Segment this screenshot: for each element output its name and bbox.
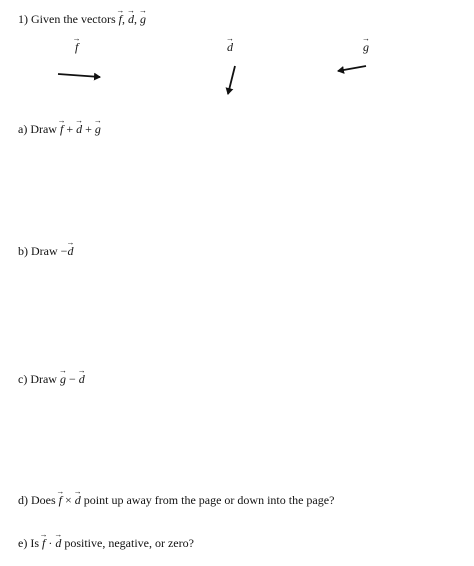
- vector-g-inline: → g: [140, 10, 146, 26]
- question-d-vector-f: → f: [59, 491, 62, 507]
- question-a-vector-d: → d: [76, 120, 82, 136]
- question-e: [18, 534, 194, 550]
- question-a: [18, 120, 101, 136]
- question-c-vector-d: → d: [79, 370, 85, 386]
- question-a-plus-2: +: [85, 122, 92, 136]
- question-c-prefix: c) Draw: [18, 372, 57, 386]
- question-b-prefix: b) Draw: [18, 244, 58, 258]
- vector-f-label: → f: [75, 38, 78, 54]
- question-a-plus-1: +: [66, 122, 74, 136]
- question-e-vector-d: → d: [55, 534, 61, 550]
- vector-d-label: → d: [227, 38, 233, 54]
- question-e-vector-f: → f: [42, 534, 45, 550]
- vector-f-inline: → f: [119, 10, 122, 26]
- question-c-minus: −: [68, 372, 76, 386]
- question-c: [18, 370, 85, 386]
- question-e-prefix: e) Is: [18, 536, 39, 550]
- question-e-dot: ·: [48, 536, 53, 550]
- vector-d-inline: → d: [128, 10, 134, 26]
- vector-f-arrow: [58, 74, 100, 77]
- question-b: [18, 242, 73, 258]
- separator-2: ,: [133, 12, 137, 26]
- question-a-vector-f: → f: [60, 120, 63, 136]
- vector-g-label: → g: [363, 38, 369, 54]
- question-d-cross: ×: [65, 493, 72, 507]
- vector-g-arrow: [338, 66, 366, 71]
- question-d-suffix: point up away from the page or down into the page?: [83, 493, 335, 507]
- intro-text: 1) Given the vectors: [18, 12, 116, 26]
- question-c-vector-g: → g: [60, 370, 66, 386]
- separator-1: ,: [121, 12, 125, 26]
- question-d-prefix: d) Does: [18, 493, 56, 507]
- vector-d-arrow: [228, 66, 235, 94]
- question-a-prefix: a) Draw: [18, 122, 57, 136]
- question-a-vector-g: → g: [95, 120, 101, 136]
- question-d: [18, 491, 334, 507]
- question-b-minus: −: [60, 244, 68, 258]
- question-e-suffix: positive, negative, or zero?: [64, 536, 194, 550]
- question-b-vector-d: → d: [67, 242, 73, 258]
- question-d-vector-d: → d: [75, 491, 81, 507]
